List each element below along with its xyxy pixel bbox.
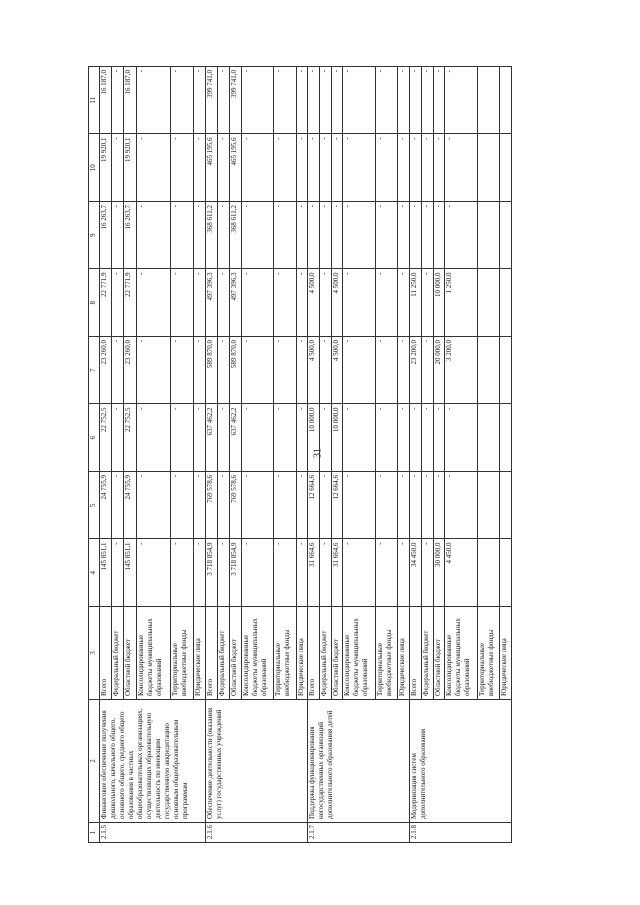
amount-cell: - <box>376 269 398 337</box>
amount-cell: - <box>320 67 332 135</box>
section-title: Модернизация систем дополнительного образования <box>410 700 512 823</box>
amount-cell: 497 396,3 <box>206 269 218 337</box>
amount-cell: - <box>376 134 398 202</box>
amount-cell: 10 000,0 <box>331 404 343 472</box>
table-body <box>100 67 512 843</box>
amount-cell: - <box>194 539 206 607</box>
amount-cell: - <box>410 67 422 135</box>
amount-cell: 31 664,6 <box>331 539 343 607</box>
amount-cell: 30 000,0 <box>433 539 445 607</box>
amount-cell: - <box>410 202 422 270</box>
amount-cell: 637 462,2 <box>206 404 218 472</box>
column-number-11: 11 <box>89 67 100 135</box>
section-title: Поддержка функционирования негосударственных организаций дополнительного образования детей <box>308 700 410 823</box>
amount-cell: - <box>343 404 376 472</box>
amount-cell <box>477 269 499 337</box>
funding-source: Консолидированные бюджеты муниципальных образований <box>445 607 478 700</box>
amount-cell: - <box>218 269 230 337</box>
amount-cell: 11 250,0 <box>410 269 422 337</box>
amount-cell: - <box>308 134 320 202</box>
rotated-table-area <box>88 67 512 843</box>
amount-cell: - <box>296 337 308 405</box>
amount-cell: - <box>376 404 398 472</box>
amount-cell: - <box>274 134 296 202</box>
amount-cell: - <box>398 134 410 202</box>
amount-cell: - <box>421 472 433 540</box>
amount-cell: - <box>194 67 206 135</box>
funding-source: Областной бюджет <box>331 607 343 700</box>
amount-cell: - <box>398 202 410 270</box>
amount-cell: - <box>445 202 478 270</box>
amount-cell: - <box>296 269 308 337</box>
amount-cell: 20 000,0 <box>433 337 445 405</box>
amount-cell: - <box>136 202 170 270</box>
amount-cell: - <box>398 472 410 540</box>
amount-cell: - <box>112 67 124 135</box>
amount-cell: - <box>112 404 124 472</box>
section-title: Финансовое обеспечение получения дошкольного, начального общего, основного общего, среднего общего образования в частных общеобразовательных организациях, осуществляющих образовательную деятельность по имеющим государственную аккредитацию основным общеобразовательным программам <box>100 700 206 823</box>
amount-cell: - <box>112 202 124 270</box>
amount-cell: 1 250,0 <box>445 269 478 337</box>
amount-cell: - <box>331 134 343 202</box>
amount-cell: 3 718 854,9 <box>229 539 241 607</box>
amount-cell: - <box>343 472 376 540</box>
amount-cell: - <box>112 472 124 540</box>
funding-source: Консолидированные бюджеты муниципальных образований <box>241 607 274 700</box>
funding-source: Федеральный бюджет <box>421 607 433 700</box>
amount-cell: - <box>241 404 274 472</box>
amount-cell: - <box>410 134 422 202</box>
amount-cell: - <box>274 67 296 135</box>
amount-cell: - <box>274 269 296 337</box>
amount-cell: - <box>343 202 376 270</box>
amount-cell <box>477 337 499 405</box>
amount-cell: - <box>218 134 230 202</box>
amount-cell: - <box>136 539 170 607</box>
amount-cell: 3 718 854,9 <box>206 539 218 607</box>
amount-cell: - <box>421 67 433 135</box>
amount-cell: 16 187,0 <box>124 67 136 135</box>
amount-cell: 16 187,0 <box>100 67 112 135</box>
funding-source: Территориальные внебюджетные фонды <box>274 607 296 700</box>
amount-cell: - <box>343 539 376 607</box>
amount-cell: - <box>433 134 445 202</box>
column-number-2: 2 <box>89 700 100 823</box>
amount-cell: 4 500,0 <box>331 269 343 337</box>
amount-cell: 769 578,6 <box>206 472 218 540</box>
amount-cell: - <box>296 472 308 540</box>
amount-cell: 10 000,0 <box>308 404 320 472</box>
amount-cell: - <box>343 337 376 405</box>
amount-cell: - <box>421 539 433 607</box>
amount-cell: - <box>112 134 124 202</box>
amount-cell: - <box>218 202 230 270</box>
amount-cell: - <box>296 202 308 270</box>
table-row <box>206 67 218 843</box>
amount-cell: 22 771,9 <box>124 269 136 337</box>
funding-source: Федеральный бюджет <box>112 607 124 700</box>
amount-cell: 465 195,6 <box>206 134 218 202</box>
amount-cell: 769 578,6 <box>229 472 241 540</box>
amount-cell: 4 500,0 <box>308 269 320 337</box>
amount-cell <box>477 202 499 270</box>
rotated-table-wrapper <box>88 67 512 843</box>
amount-cell <box>477 134 499 202</box>
amount-cell: 23 260,0 <box>124 337 136 405</box>
amount-cell: - <box>410 472 422 540</box>
amount-cell: - <box>241 472 274 540</box>
amount-cell <box>500 539 512 607</box>
amount-cell: - <box>433 67 445 135</box>
amount-cell: 4 500,0 <box>308 337 320 405</box>
section-code: 2.1.7 <box>308 823 410 843</box>
page-number: 31 <box>312 448 324 458</box>
section-code: 2.1.8 <box>410 823 512 843</box>
amount-cell: - <box>331 67 343 135</box>
amount-cell: 22 752,5 <box>100 404 112 472</box>
amount-cell: 19 920,1 <box>100 134 112 202</box>
amount-cell: - <box>241 269 274 337</box>
table-row <box>410 67 422 843</box>
amount-cell: - <box>241 539 274 607</box>
amount-cell: - <box>320 202 332 270</box>
amount-cell: - <box>194 404 206 472</box>
amount-cell: - <box>218 404 230 472</box>
amount-cell: 589 870,0 <box>206 337 218 405</box>
funding-source: Консолидированные бюджеты муниципальных образований <box>136 607 170 700</box>
amount-cell <box>500 337 512 405</box>
amount-cell: - <box>421 404 433 472</box>
amount-cell: - <box>218 472 230 540</box>
amount-cell: - <box>136 67 170 135</box>
amount-cell: - <box>274 337 296 405</box>
amount-cell: - <box>376 539 398 607</box>
amount-cell: - <box>433 472 445 540</box>
amount-cell: - <box>194 472 206 540</box>
amount-cell <box>500 269 512 337</box>
amount-cell: 368 611,2 <box>206 202 218 270</box>
amount-cell: - <box>320 539 332 607</box>
section-code: 2.1.5 <box>100 823 206 843</box>
column-number-9: 9 <box>89 202 100 270</box>
funding-source: Федеральный бюджет <box>218 607 230 700</box>
funding-source: Юридические лица <box>500 607 512 700</box>
amount-cell: 12 664,6 <box>308 472 320 540</box>
amount-cell: - <box>376 67 398 135</box>
column-number-4: 4 <box>89 539 100 607</box>
amount-cell: - <box>421 337 433 405</box>
amount-cell: - <box>194 337 206 405</box>
amount-cell: - <box>410 404 422 472</box>
amount-cell: - <box>331 202 343 270</box>
column-number-1: 1 <box>89 823 100 843</box>
amount-cell: 22 752,5 <box>124 404 136 472</box>
amount-cell: - <box>398 269 410 337</box>
amount-cell: 24 755,9 <box>124 472 136 540</box>
column-number-8: 8 <box>89 269 100 337</box>
amount-cell: 497 396,3 <box>229 269 241 337</box>
amount-cell <box>500 404 512 472</box>
amount-cell: 24 755,9 <box>100 472 112 540</box>
amount-cell: - <box>398 539 410 607</box>
amount-cell: - <box>170 539 193 607</box>
amount-cell: - <box>320 269 332 337</box>
amount-cell: - <box>343 269 376 337</box>
amount-cell: - <box>376 337 398 405</box>
amount-cell: - <box>445 134 478 202</box>
funding-source: Федеральный бюджет <box>320 607 332 700</box>
amount-cell: 637 462,2 <box>229 404 241 472</box>
funding-source: Территориальные внебюджетные фонды <box>376 607 398 700</box>
funding-source: Всего <box>308 607 320 700</box>
amount-cell: 16 263,7 <box>124 202 136 270</box>
amount-cell: - <box>308 67 320 135</box>
amount-cell <box>500 67 512 135</box>
amount-cell: - <box>241 202 274 270</box>
column-number-row <box>89 67 100 843</box>
amount-cell: - <box>445 472 478 540</box>
amount-cell: 399 741,0 <box>206 67 218 135</box>
amount-cell: 368 611,2 <box>229 202 241 270</box>
amount-cell: - <box>218 67 230 135</box>
amount-cell: - <box>296 67 308 135</box>
funding-source: Всего <box>410 607 422 700</box>
amount-cell: 12 664,6 <box>331 472 343 540</box>
amount-cell: 23 260,0 <box>100 337 112 405</box>
amount-cell: - <box>218 337 230 405</box>
amount-cell: - <box>170 472 193 540</box>
amount-cell: - <box>170 337 193 405</box>
table-row <box>308 67 320 843</box>
amount-cell: - <box>421 134 433 202</box>
amount-cell: - <box>136 269 170 337</box>
funding-source: Областной бюджет <box>229 607 241 700</box>
amount-cell: - <box>320 404 332 472</box>
amount-cell: - <box>398 67 410 135</box>
amount-cell: - <box>308 202 320 270</box>
amount-cell: 19 920,1 <box>124 134 136 202</box>
section-title: Обеспечение деятельности (оказания услуг) государственных учреждений <box>206 700 308 823</box>
amount-cell: - <box>320 134 332 202</box>
funding-source: Территориальные внебюджетные фонды <box>477 607 499 700</box>
amount-cell: - <box>194 134 206 202</box>
amount-cell: - <box>296 404 308 472</box>
amount-cell: 34 450,0 <box>410 539 422 607</box>
amount-cell <box>500 134 512 202</box>
amount-cell: - <box>433 404 445 472</box>
amount-cell: - <box>445 67 478 135</box>
amount-cell <box>477 539 499 607</box>
amount-cell: 16 263,7 <box>100 202 112 270</box>
amount-cell: - <box>296 134 308 202</box>
amount-cell: 22 771,9 <box>100 269 112 337</box>
column-number-6: 6 <box>89 404 100 472</box>
amount-cell: - <box>194 202 206 270</box>
amount-cell: 4 500,0 <box>331 337 343 405</box>
amount-cell: - <box>194 269 206 337</box>
amount-cell: - <box>170 404 193 472</box>
amount-cell: - <box>274 539 296 607</box>
amount-cell: - <box>241 337 274 405</box>
amount-cell: 399 741,0 <box>229 67 241 135</box>
amount-cell: 3 200,0 <box>445 337 478 405</box>
amount-cell: 145 851,1 <box>124 539 136 607</box>
amount-cell: - <box>136 134 170 202</box>
amount-cell <box>477 472 499 540</box>
amount-cell: - <box>136 404 170 472</box>
amount-cell: 31 664,6 <box>308 539 320 607</box>
amount-cell: 23 200,0 <box>410 337 422 405</box>
amount-cell: - <box>376 202 398 270</box>
amount-cell <box>500 202 512 270</box>
funding-source: Юридические лица <box>194 607 206 700</box>
amount-cell: - <box>170 134 193 202</box>
amount-cell: - <box>136 472 170 540</box>
amount-cell: - <box>296 539 308 607</box>
financing-table <box>88 66 512 843</box>
amount-cell: 10 000,0 <box>433 269 445 337</box>
amount-cell: - <box>274 404 296 472</box>
funding-source: Юридические лица <box>296 607 308 700</box>
amount-cell: - <box>241 67 274 135</box>
amount-cell: - <box>320 337 332 405</box>
table-row <box>100 67 112 843</box>
amount-cell: - <box>398 404 410 472</box>
amount-cell: - <box>170 269 193 337</box>
funding-source: Территориальные внебюджетные фонды <box>170 607 193 700</box>
column-number-10: 10 <box>89 134 100 202</box>
section-code: 2.1.6 <box>206 823 308 843</box>
amount-cell: - <box>274 202 296 270</box>
amount-cell: - <box>112 539 124 607</box>
amount-cell <box>477 404 499 472</box>
amount-cell: - <box>445 404 478 472</box>
funding-source: Областной бюджет <box>433 607 445 700</box>
amount-cell: - <box>218 539 230 607</box>
amount-cell: - <box>170 67 193 135</box>
amount-cell: - <box>421 269 433 337</box>
amount-cell: - <box>112 269 124 337</box>
funding-source: Консолидированные бюджеты муниципальных образований <box>343 607 376 700</box>
funding-source: Всего <box>100 607 112 700</box>
funding-source: Областной бюджет <box>124 607 136 700</box>
amount-cell: 589 870,0 <box>229 337 241 405</box>
amount-cell: - <box>398 337 410 405</box>
amount-cell: - <box>343 134 376 202</box>
amount-cell: 465 195,6 <box>229 134 241 202</box>
amount-cell: - <box>112 337 124 405</box>
amount-cell: - <box>421 202 433 270</box>
amount-cell: - <box>241 134 274 202</box>
column-number-7: 7 <box>89 337 100 405</box>
column-number-5: 5 <box>89 472 100 540</box>
amount-cell: - <box>343 67 376 135</box>
amount-cell: 145 851,1 <box>100 539 112 607</box>
funding-source: Всего <box>206 607 218 700</box>
funding-source: Юридические лица <box>398 607 410 700</box>
amount-cell: - <box>170 202 193 270</box>
column-number-3: 3 <box>89 607 100 700</box>
amount-cell: - <box>274 472 296 540</box>
amount-cell: 4 450,0 <box>445 539 478 607</box>
amount-cell <box>477 67 499 135</box>
amount-cell <box>500 472 512 540</box>
amount-cell: - <box>320 472 332 540</box>
amount-cell: - <box>376 472 398 540</box>
amount-cell: - <box>433 202 445 270</box>
amount-cell: - <box>136 337 170 405</box>
